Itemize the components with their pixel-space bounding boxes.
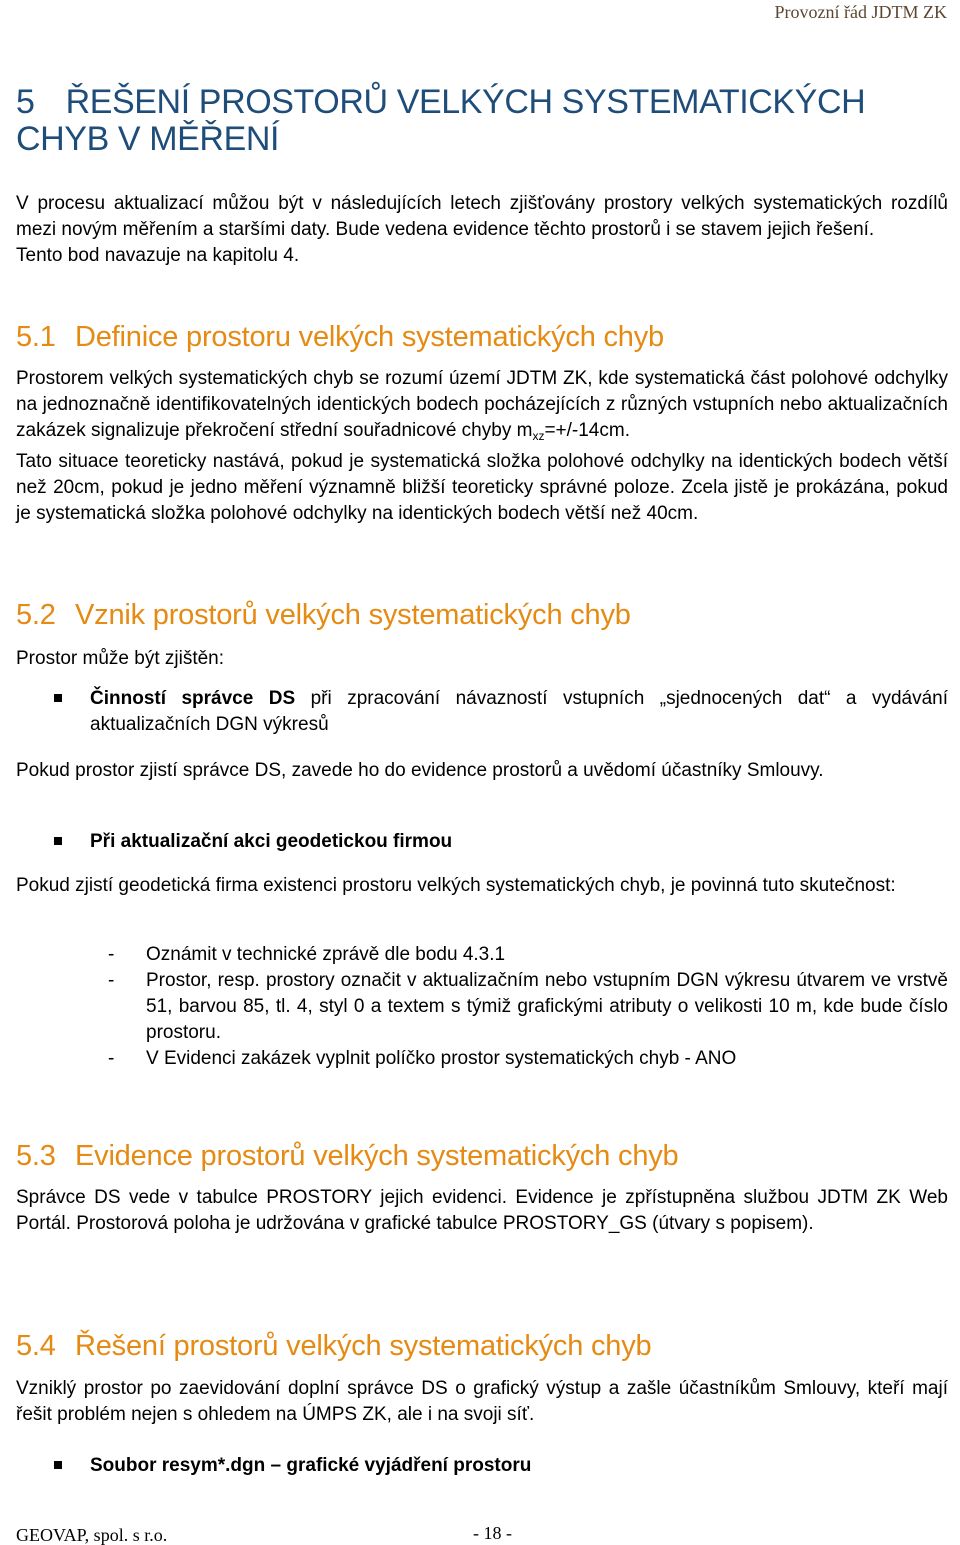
intro-paragraph: V procesu aktualizací můžou být v následujících letech zjišťovány prostory velkých systematických rozdílů mezi novým měřením a staršími daty. Bude vedena evidence těchto prostorů i se stavem jejich řešení. xyxy=(16,193,948,240)
dash-list xyxy=(108,942,948,1072)
footer-company: GEOVAP, spol. s r.o. xyxy=(16,1525,168,1545)
section-heading-5-3 xyxy=(16,1139,948,1173)
section-number: 5.4 xyxy=(16,1330,56,1362)
firm-paragraph: Pokud zjistí geodetická firma existenci prostoru velkých systematických chyb, je povinná tuto skutečnost: xyxy=(16,875,896,896)
evidence-paragraph: Správce DS vede v tabulce PROSTORY jejich evidenci. Evidence je zpřístupněna službou JDTM ZK Web Portál. Prostorová poloha je udržována v grafické tabulce PROSTORY_GS (útvary s popisem). xyxy=(16,1187,948,1234)
dash-item-text: Oznámit v technické zprávě dle bodu 4.3.1 xyxy=(146,944,506,965)
running-header: Provozní řád JDTM ZK xyxy=(774,2,947,22)
situation-paragraph: Tato situace teoreticky nastává, pokud je systematická složka polohové odchylky na identických bodech větší než 20cm, pokud je jedno měření významně bližší teoreticky správné poloze. Zcela jistě je prokázána, pokud je systematická složka polohové odchylky na identických bodech větší než 40cm. xyxy=(16,451,948,524)
square-bullet-icon xyxy=(54,837,62,845)
dash-item-text: V Evidenci zakázek vyplnit políčko prostor systematických chyb - ANO xyxy=(146,1048,737,1069)
firm-paragraph-block xyxy=(16,871,948,901)
definition-text: Prostorem velkých systematických chyb se rozumí území JDTM ZK, kde systematická část polohové odchylky na jednoznačně identifikovatelných identických bodech pocházejících z různých vstupních nebo aktualizačních zakázek signalizuje překročení střední souřadnicové chyby m xyxy=(16,368,948,441)
square-bullet-icon xyxy=(54,1461,62,1469)
section-title: Řešení prostorů velkých systematických chyb xyxy=(75,1330,652,1362)
section-5-3-body xyxy=(16,1185,948,1237)
footer-page-number: - 18 - xyxy=(473,1523,512,1543)
bullet-item xyxy=(54,1453,948,1479)
chapter-title-line1: ŘEŠENÍ PROSTORŮ VELKÝCH SYSTEMATICKÝCH xyxy=(65,83,866,121)
section-heading-5-1 xyxy=(16,320,948,354)
bullet-text xyxy=(90,686,948,738)
section-number: 5.3 xyxy=(16,1140,56,1172)
bullet-bold-text: Činností správce DS xyxy=(90,688,296,709)
admin-paragraph-block xyxy=(16,758,948,784)
section-5-1-body xyxy=(16,366,948,527)
chapter-title-line2: CHYB V MĚŘENÍ xyxy=(16,120,280,158)
dash-bullet-icon: - xyxy=(108,970,115,991)
section-title: Definice prostoru velkých systematických chyb xyxy=(75,321,664,353)
dash-bullet-icon: - xyxy=(108,1048,115,1069)
section-heading-5-2 xyxy=(16,598,948,632)
section-title: Evidence prostorů velkých systematických chyb xyxy=(75,1140,679,1172)
admin-paragraph: Pokud prostor zjistí správce DS, zavede ho do evidence prostorů a uvědomí účastníky Smlouvy. xyxy=(16,760,824,781)
section-heading-5-4 xyxy=(16,1329,948,1363)
definition-paragraph xyxy=(16,366,948,449)
bullet-item xyxy=(54,829,948,855)
bullet-bold-text: Při aktualizační akci geodetickou firmou xyxy=(90,831,453,852)
section-number: 5.1 xyxy=(16,321,56,353)
chapter-number: 5 xyxy=(16,83,35,121)
section-title: Vznik prostorů velkých systematických chyb xyxy=(75,599,631,631)
section-5-4-body xyxy=(16,1376,948,1428)
dash-list-item xyxy=(108,968,948,1046)
bullet-item xyxy=(54,686,948,738)
coordinate-subscript: xz xyxy=(532,429,545,443)
intro-note: Tento bod navazuje na kapitolu 4. xyxy=(16,245,300,266)
bullet-rest-text: při zpracování návazností vstupních „sjednocených dat“ a vydávání aktualizačních DGN výkresů xyxy=(90,688,949,735)
lead-paragraph: Prostor může být zjištěn: xyxy=(16,648,225,669)
square-bullet-icon xyxy=(54,694,62,702)
bullet-bold-text: Soubor resym*.dgn – grafické vyjádření prostoru xyxy=(90,1455,532,1476)
intro-section xyxy=(16,191,948,269)
section-number: 5.2 xyxy=(16,599,56,631)
definition-value: =+/-14cm. xyxy=(544,420,630,441)
dash-bullet-icon: - xyxy=(108,944,115,965)
dash-list-item xyxy=(108,942,948,968)
dash-list-item xyxy=(108,1046,948,1072)
resolution-paragraph: Vzniklý prostor po zaevidování doplní správce DS o grafický výstup a zašle účastníkům Smlouvy, kteří mají řešit problém nejen s ohledem na ÚMPS ZK, ale i na svoji síť. xyxy=(16,1378,948,1425)
chapter-title xyxy=(16,84,916,158)
dash-item-text: Prostor, resp. prostory označit v aktualizačním nebo vstupním DGN výkresu útvarem ve vrstvě 51, barvou 85, tl. 4, styl 0 a textem s týmiž grafickými atributy o velikosti 10 m, kde bude číslo prostoru. xyxy=(146,970,948,1043)
section-5-2-lead xyxy=(16,646,948,672)
